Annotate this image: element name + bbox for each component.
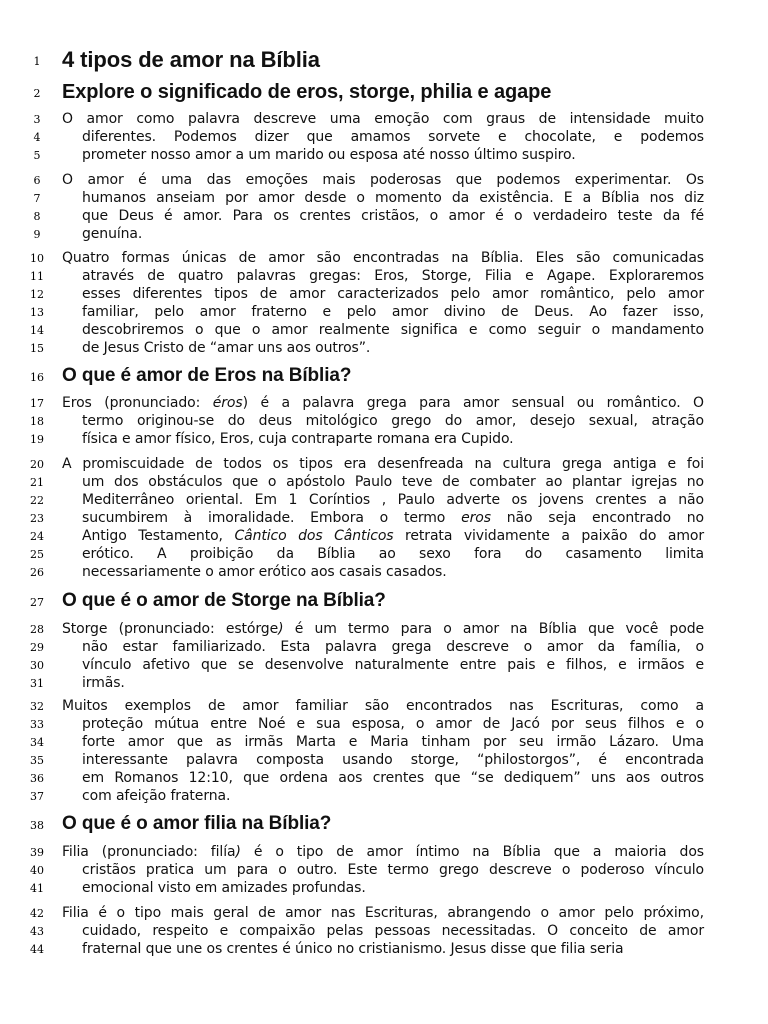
heading-text: O que é o amor de Storge na Bíblia? bbox=[62, 590, 386, 611]
paragraph-text: familiar, pelo amor fraterno e pelo amor divino de Deus. Ao fazer isso, bbox=[82, 304, 704, 320]
line-number: 24 bbox=[30, 530, 44, 543]
line-number: 16 bbox=[30, 371, 44, 384]
line-number: 3 bbox=[33, 113, 41, 126]
text-line bbox=[0, 473, 768, 491]
paragraph-text: termo originou-se do deus mitológico grego do amor, desejo sexual, atração bbox=[82, 413, 704, 429]
text-segment: Storge (pronunciado: estórge bbox=[62, 621, 279, 637]
text-line bbox=[0, 128, 768, 146]
paragraph-text: proteção mútua entre Noé e sua esposa, o amor de Jacó por seus filhos e o bbox=[82, 716, 704, 732]
text-line bbox=[0, 509, 768, 527]
heading-text: Explore o significado de eros, storge, philia e agape bbox=[62, 81, 552, 103]
paragraph-text: cristãos pratica um para o outro. Este termo grego descreve o poderoso vínculo bbox=[82, 862, 704, 878]
paragraph-text: prometer nosso amor a um marido ou esposa até nosso último suspiro. bbox=[82, 147, 576, 163]
text-line bbox=[0, 940, 768, 958]
paragraph-text: Quatro formas únicas de amor são encontradas na Bíblia. Eles são comunicadas bbox=[62, 250, 704, 266]
paragraph-text bbox=[82, 527, 704, 545]
text-line bbox=[0, 110, 768, 128]
paragraph-text: genuína. bbox=[82, 226, 143, 242]
line-number: 12 bbox=[30, 288, 44, 301]
paragraph-text: O amor é uma das emoções mais poderosas que podemos experimentar. Os bbox=[62, 172, 704, 188]
text-line bbox=[0, 787, 768, 805]
line-number: 38 bbox=[30, 819, 44, 832]
paragraph-text: fraternal que une os crentes é único no cristianismo. Jesus disse que filia seria bbox=[82, 941, 624, 957]
line-number: 41 bbox=[30, 882, 44, 895]
text-line bbox=[0, 620, 768, 638]
text-line bbox=[0, 733, 768, 751]
line-number: 23 bbox=[30, 512, 44, 525]
line-number: 25 bbox=[30, 548, 44, 561]
text-line bbox=[0, 674, 768, 692]
paragraph-text: A promiscuidade de todos os tipos era desenfreada na cultura grega antiga e foi bbox=[62, 456, 704, 472]
paragraph-text: humanos anseiam por amor desde o momento da existência. E a Bíblia nos diz bbox=[82, 190, 704, 206]
line-number: 20 bbox=[30, 458, 44, 471]
heading-line bbox=[0, 588, 768, 614]
text-line bbox=[0, 225, 768, 243]
text-line bbox=[0, 843, 768, 861]
line-number: 32 bbox=[30, 700, 44, 713]
paragraph-text: esses diferentes tipos de amor caracterizados pelo amor romântico, pelo amor bbox=[82, 286, 704, 302]
text-segment: retrata vividamente a paixão do amor bbox=[393, 528, 704, 544]
line-number: 44 bbox=[30, 943, 44, 956]
line-number: 7 bbox=[33, 192, 41, 205]
text-line bbox=[0, 267, 768, 285]
paragraph-text: com afeição fraterna. bbox=[82, 788, 231, 804]
text-line bbox=[0, 638, 768, 656]
paragraph-text: O amor como palavra descreve uma emoção com graus de intensidade muito bbox=[62, 111, 704, 127]
text-line bbox=[0, 904, 768, 922]
paragraph-text: interessante palavra composta usando storge, “philostorgos”, é encontrada bbox=[82, 752, 704, 768]
paragraph-text: em Romanos 12:10, que ordena aos crentes que “se dediquem” uns aos outros bbox=[82, 770, 704, 786]
text-line bbox=[0, 455, 768, 473]
paragraph-text: descobriremos o que o amor realmente significa e como seguir o mandamento bbox=[82, 322, 704, 338]
paragraph-text: um dos obstáculos que o apóstolo Paulo teve de combater ao plantar igrejas no bbox=[82, 474, 704, 490]
text-line bbox=[0, 412, 768, 430]
line-number: 26 bbox=[30, 566, 44, 579]
text-line bbox=[0, 861, 768, 879]
paragraph-text: física e amor físico, Eros, cuja contraparte romana era Cupido. bbox=[82, 431, 514, 447]
line-number: 43 bbox=[30, 925, 44, 938]
line-number: 15 bbox=[30, 342, 44, 355]
heading-line bbox=[0, 79, 768, 105]
line-number: 17 bbox=[30, 397, 44, 410]
text-line bbox=[0, 545, 768, 563]
paragraph-text bbox=[82, 509, 704, 527]
paragraph-text: de Jesus Cristo de “amar uns aos outros”. bbox=[82, 340, 371, 356]
text-line bbox=[0, 697, 768, 715]
italic-term: éros bbox=[212, 395, 243, 411]
paragraph-text: Mediterrâneo oriental. Em 1 Coríntios , Paulo adverte os jovens crentes a não bbox=[82, 492, 704, 508]
paragraph-text: erótico. A proibição da Bíblia ao sexo fora do casamento limita bbox=[82, 546, 704, 562]
text-line bbox=[0, 249, 768, 267]
line-number: 14 bbox=[30, 324, 44, 337]
text-line bbox=[0, 769, 768, 787]
line-number: 8 bbox=[33, 210, 41, 223]
line-number: 6 bbox=[33, 174, 41, 187]
line-number: 1 bbox=[33, 55, 41, 68]
line-number: 22 bbox=[30, 494, 44, 507]
line-number: 28 bbox=[30, 623, 44, 636]
text-segment: é o tipo de amor íntimo na Bíblia que a maioria dos bbox=[240, 844, 704, 860]
paragraph-text: diferentes. Podemos dizer que amamos sorvete e chocolate, e podemos bbox=[82, 129, 704, 145]
text-segment: sucumbirem à imoralidade. Embora o termo bbox=[82, 510, 462, 526]
line-number: 21 bbox=[30, 476, 44, 489]
text-line bbox=[0, 527, 768, 545]
heading-line bbox=[0, 811, 768, 837]
line-number: 35 bbox=[30, 754, 44, 767]
line-number: 5 bbox=[33, 149, 41, 162]
paragraph-text: forte amor que as irmãs Marta e Maria tinham por seu irmão Lázaro. Uma bbox=[82, 734, 704, 750]
heading-text: O que é amor de Eros na Bíblia? bbox=[62, 365, 352, 386]
paragraph-text: cuidado, respeito e compaixão pelas pessoas necessitadas. O conceito de amor bbox=[82, 923, 704, 939]
paragraph-text: necessariamente o amor erótico aos casais casados. bbox=[82, 564, 447, 580]
italic-term: eros bbox=[461, 510, 491, 526]
text-line bbox=[0, 656, 768, 674]
line-number: 18 bbox=[30, 415, 44, 428]
text-segment: Filia (pronunciado: filía bbox=[62, 844, 236, 860]
paragraph-text: Filia é o tipo mais geral de amor nas Escrituras, abrangendo o amor pelo próximo, bbox=[62, 905, 704, 921]
paragraph-text: Muitos exemplos de amor familiar são encontrados nas Escrituras, como a bbox=[62, 698, 704, 714]
text-line bbox=[0, 189, 768, 207]
paragraph-text: vínculo afetivo que se desenvolve naturalmente entre pais e filhos, e irmãos e bbox=[82, 657, 704, 673]
line-number: 2 bbox=[33, 87, 41, 100]
line-number: 36 bbox=[30, 772, 44, 785]
heading-text: 4 tipos de amor na Bíblia bbox=[62, 47, 320, 72]
italic-term: ) bbox=[235, 844, 241, 860]
paragraph-text bbox=[62, 843, 704, 861]
text-line bbox=[0, 285, 768, 303]
text-segment: é um termo para o amor na Bíblia que você pode bbox=[283, 621, 704, 637]
line-number: 19 bbox=[30, 433, 44, 446]
text-segment: ) é a palavra grega para amor sensual ou romântico. O bbox=[242, 395, 704, 411]
line-number: 27 bbox=[30, 596, 44, 609]
line-number: 29 bbox=[30, 641, 44, 654]
text-segment: Eros (pronunciado: bbox=[62, 395, 213, 411]
text-line bbox=[0, 303, 768, 321]
line-number: 9 bbox=[33, 228, 41, 241]
line-number: 33 bbox=[30, 718, 44, 731]
line-number: 40 bbox=[30, 864, 44, 877]
paragraph-text: emocional visto em amizades profundas. bbox=[82, 880, 366, 896]
text-line bbox=[0, 171, 768, 189]
heading-line bbox=[0, 363, 768, 389]
text-line bbox=[0, 207, 768, 225]
text-line bbox=[0, 339, 768, 357]
text-line bbox=[0, 146, 768, 164]
text-segment: não seja encontrado no bbox=[490, 510, 704, 526]
italic-term: ) bbox=[278, 621, 284, 637]
paragraph-text: não estar familiarizado. Esta palavra grega descreve o amor da família, o bbox=[82, 639, 704, 655]
italic-term: Cântico dos Cânticos bbox=[234, 528, 394, 544]
paragraph-text: através de quatro palavras gregas: Eros, Storge, Filia e Agape. Exploraremos bbox=[82, 268, 704, 284]
text-line bbox=[0, 751, 768, 769]
text-line bbox=[0, 922, 768, 940]
text-line bbox=[0, 430, 768, 448]
heading-text: O que é o amor filia na Bíblia? bbox=[62, 813, 332, 834]
text-line bbox=[0, 321, 768, 339]
line-number: 34 bbox=[30, 736, 44, 749]
heading-line bbox=[0, 47, 768, 73]
line-number: 4 bbox=[33, 131, 41, 144]
line-number: 30 bbox=[30, 659, 44, 672]
paragraph-text: que Deus é amor. Para os crentes cristãos, o amor é o verdadeiro teste da fé bbox=[82, 208, 704, 224]
line-number: 13 bbox=[30, 306, 44, 319]
paragraph-text bbox=[62, 394, 704, 412]
line-number: 37 bbox=[30, 790, 44, 803]
text-segment: Antigo Testamento, bbox=[82, 528, 235, 544]
line-number: 39 bbox=[30, 846, 44, 859]
text-line bbox=[0, 491, 768, 509]
text-line bbox=[0, 879, 768, 897]
line-number: 42 bbox=[30, 907, 44, 920]
paragraph-text: irmãs. bbox=[82, 675, 125, 691]
text-line bbox=[0, 563, 768, 581]
line-number: 31 bbox=[30, 677, 44, 690]
paragraph-text bbox=[62, 620, 704, 638]
text-line bbox=[0, 394, 768, 412]
line-number: 11 bbox=[30, 270, 44, 283]
text-line bbox=[0, 715, 768, 733]
line-number: 10 bbox=[30, 252, 44, 265]
